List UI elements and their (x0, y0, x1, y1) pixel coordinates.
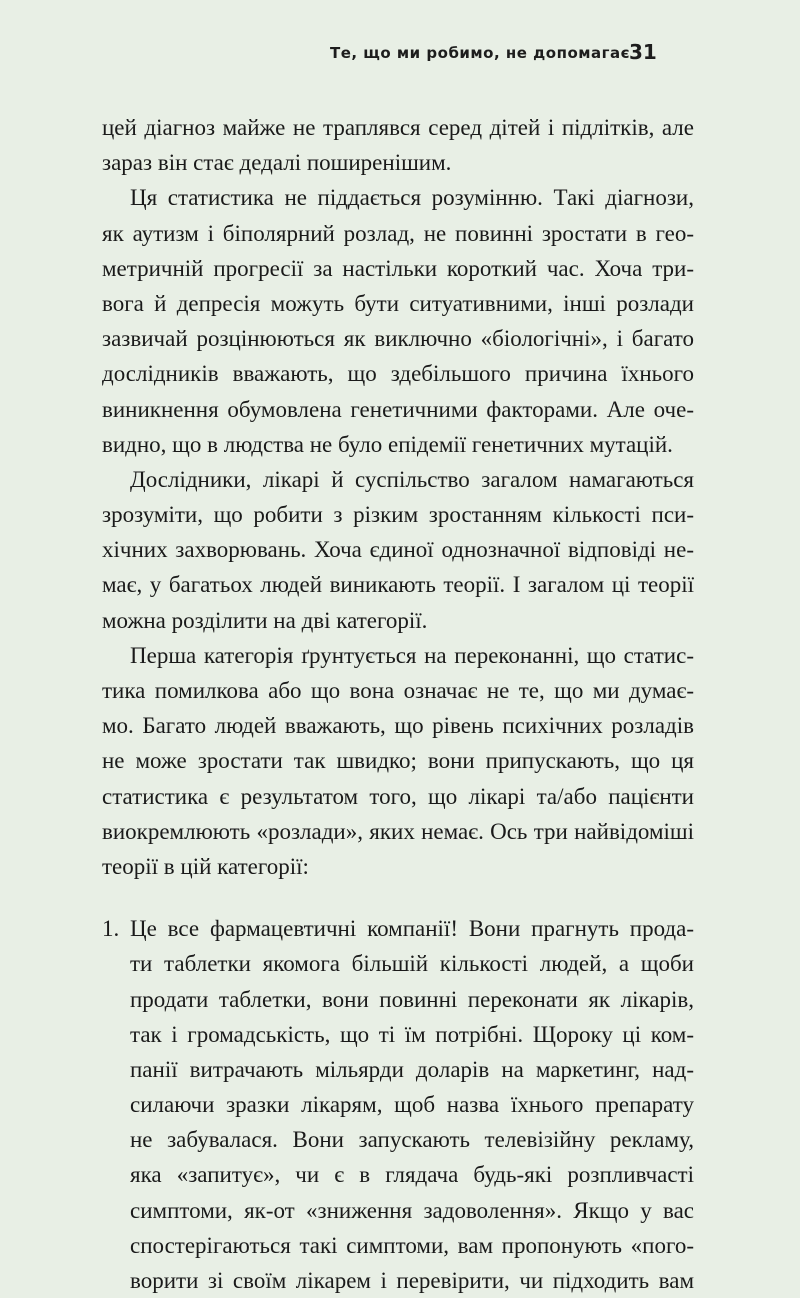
body-text (102, 110, 694, 1298)
paragraph (102, 180, 694, 462)
text-line: не може зростати так швидко; вони припускають, що ця (102, 748, 694, 774)
text-line: можна розділити на дві категорії. (102, 607, 428, 633)
list-gap (102, 884, 694, 911)
text-line: симптоми, як-от «зниження задоволення». Якщо у вас (130, 1197, 694, 1223)
text-line: цей діагноз майже не траплявся серед дітей і підлітків, але (102, 115, 694, 140)
numbered-list (102, 911, 694, 1298)
list-number: 1. (102, 916, 120, 942)
paragraph (102, 110, 694, 180)
text-line: хічних захворювань. Хоча єдиної однозначної відповіді не- (102, 537, 694, 563)
text-line: вога й депресія можуть бути ситуативними, інші розлади (102, 290, 694, 316)
paragraphs (102, 110, 694, 884)
text-line: яка «запитує», чи є в глядача будь-які розпливчасті (130, 1162, 694, 1188)
text-line: продати таблетки, вони повинні переконати як лікарів, (130, 986, 694, 1012)
paragraph (102, 638, 694, 884)
text-line: Це все фармацевтичні компанії! Вони прагнуть прода- (130, 916, 694, 942)
text-line: так і громадськість, що ті їм потрібні. Щороку ці ком- (130, 1021, 694, 1047)
text-line: ти таблетки якомога більшій кількості людей, а щоби (130, 951, 694, 977)
text-line: виокремлюють «розлади», яких немає. Ось три найвідоміші (102, 818, 694, 844)
text-line: статистика є результатом того, що лікарі та/або пацієнти (102, 783, 694, 809)
text-line: видно, що в людства не було епідемії генетичних мутацій. (102, 431, 673, 457)
text-line: ворити зі своїм лікарем і перевірити, чи підходить вам (130, 1268, 694, 1293)
text-line: мо. Багато людей вважають, що рівень психічних розладів (102, 713, 694, 739)
text-line: панії витрачають мільярди доларів на маркетинг, над- (130, 1056, 694, 1082)
list-item (102, 911, 694, 1298)
text-line: теорії в цій категорії: (102, 853, 309, 879)
text-line: як аутизм і біполярний розлад, не повинні зростати в гео- (102, 220, 694, 246)
text-line: спостерігаються такі симптоми, вам пропонують «пого- (130, 1232, 694, 1258)
text-line: Ця статистика не піддається розумінню. Такі діагнози, (130, 185, 694, 211)
paragraph (102, 462, 694, 638)
text-line: зазвичай розцінюються як виключно «біологічні», і багато (102, 326, 694, 352)
text-line: зрозуміти, що робити з різким зростанням кількості пси- (102, 502, 694, 528)
text-line: тика помилкова або що вона означає не те, що ми думає- (102, 678, 694, 703)
running-header (0, 40, 800, 66)
text-line: зараз він стає дедалі поширенішим. (102, 150, 452, 176)
text-line: силаючи зразки лікарям, щоб назва їхнього препарату (130, 1092, 694, 1118)
page-number: 31 (629, 40, 657, 64)
text-line: має, у багатьох людей виникають теорії. І загалом ці теорії (102, 572, 694, 598)
text-line: метричній прогресії за настільки короткий час. Хоча три- (102, 255, 694, 281)
running-title: Те, що ми робимо, не допомагає (329, 44, 630, 62)
text-line: Перша категорія ґрунтується на переконанні, що статис- (130, 642, 694, 668)
text-line: не забувалася. Вони запускають телевізійну рекламу, (130, 1127, 694, 1153)
text-line: Дослідники, лікарі й суспільство загалом намагаються (130, 466, 694, 492)
text-line: дослідників вважають, що здебільшого причина їхнього (102, 361, 694, 387)
list-item-text (102, 911, 694, 1298)
text-line: виникнення обумовлена генетичними факторами. Але оче- (102, 396, 694, 422)
